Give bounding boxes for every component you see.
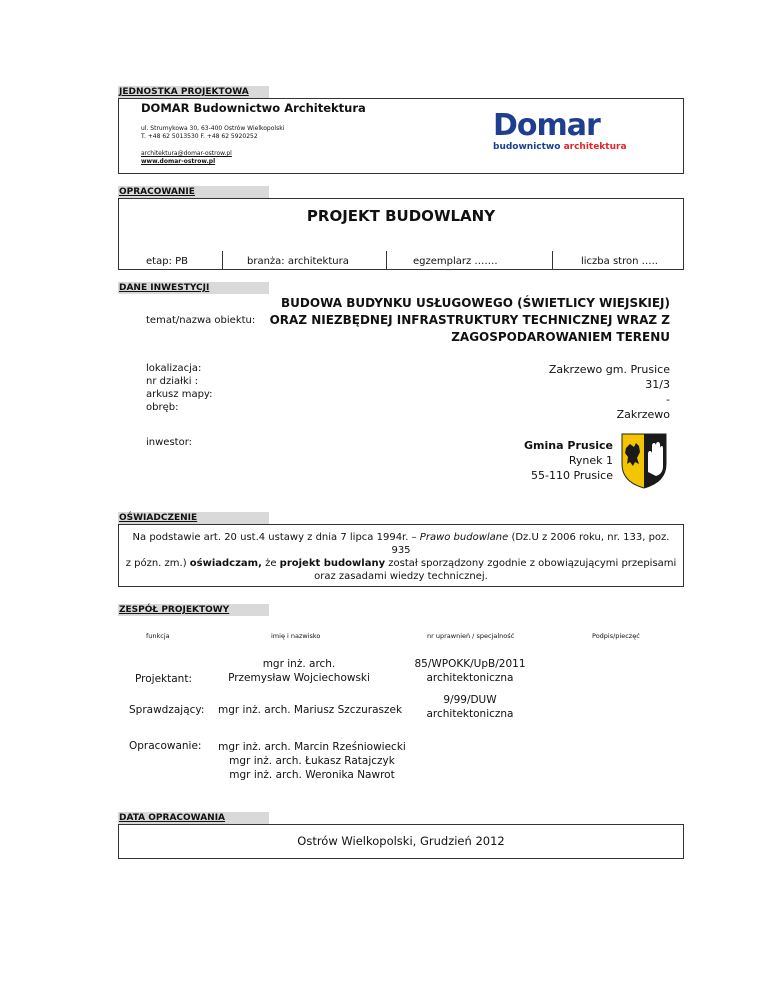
projektant-name (219, 657, 379, 685)
statement-box (118, 524, 684, 587)
team-header-funkcja: funkcja (146, 632, 170, 640)
opracowanie-person: mgr inż. arch. Weronika Nawrot (229, 769, 395, 781)
investor-postal: 55-110 Prusice (531, 469, 613, 482)
statement-bold: projekt budowlany (279, 558, 386, 569)
liczba-stron-label: liczba stron ….. (581, 256, 658, 267)
company-address: ul. Strumykowa 30, 63-400 Ostrów Wielkopolski (141, 125, 285, 132)
temat-label: temat/nazwa obiektu: (146, 315, 256, 326)
company-name: DOMAR Budownictwo Architektura (141, 101, 366, 115)
egzemplarz-label: egzemplarz ……. (413, 256, 498, 267)
statement-law: Prawo budowlane (419, 532, 509, 543)
section-label-opracowanie: OPRACOWANIE (118, 186, 269, 198)
statement-part: Na podstawie art. 20 ust.4 ustawy z dnia 7 lipca 1994r. – (132, 532, 420, 543)
location-labels (146, 362, 212, 414)
section-label-data: DATA OPRACOWANIA (118, 812, 269, 824)
location-values (549, 362, 670, 422)
arkusz-value: - (666, 393, 670, 406)
opracowanie-person: mgr inż. arch. Marcin Rześniowiecki (218, 741, 406, 753)
company-www-link[interactable]: www.domar-ostrow.pl (141, 158, 216, 165)
projektant-upr-spec: architektoniczna (426, 672, 514, 684)
logo-sub-architektura: architektura (563, 142, 627, 152)
domar-logo (493, 108, 627, 152)
section-label-zespol: ZESPÓŁ PROJEKTOWY (118, 604, 269, 616)
subject-line: BUDOWA BUDYNKU USŁUGOWEGO (ŚWIETLICY WIEJSKIEJ) (281, 296, 670, 310)
section-label-dane: DANE INWESTYCJI (118, 282, 269, 294)
obreb-label: obręb: (146, 402, 179, 413)
company-email-link[interactable]: architektura@domar-ostrow.pl (141, 150, 232, 157)
project-box (118, 198, 684, 270)
section-label-jednostka: JEDNOSTKA PROJEKTOWA (118, 86, 269, 98)
lokalizacja-value: Zakrzewo gm. Prusice (548, 363, 670, 376)
sprawdzajacy-upr-spec: architektoniczna (426, 708, 514, 720)
project-title: PROJEKT BUDOWLANY (306, 207, 496, 225)
divider (222, 251, 223, 269)
company-phone: T. +48 62 5013530 F. +48 62 5920252 (141, 133, 258, 140)
logo-sub-budownictwo: budownictwo (493, 142, 561, 152)
dzialka-value: 31/3 (645, 378, 670, 391)
investor-address: Rynek 1 (568, 454, 613, 467)
sprawdzajacy-label: Sprawdzający: (129, 704, 205, 716)
projektant-fullname: Przemysław Wojciechowski (228, 672, 370, 684)
statement-text (123, 531, 679, 583)
date-box (118, 824, 684, 859)
sprawdzajacy-name: mgr inż. arch. Mariusz Szczuraszek (218, 704, 403, 716)
section-label-oswiadczenie: OŚWIADCZENIE (118, 512, 269, 524)
company-box (118, 98, 684, 174)
subject-line: ORAZ NIEZBĘDNEJ INFRASTRUKTURY TECHNICZNEJ WRAZ Z (269, 313, 670, 327)
investor-block (524, 438, 613, 483)
lokalizacja-label: lokalizacja: (146, 363, 202, 374)
etap-label: etap: PB (146, 256, 188, 267)
statement-part: (Dz.U z 2006 roku, nr. 133, poz. 935 (391, 532, 670, 556)
branza-label: branża: architektura (247, 256, 349, 267)
team-header-uprawnienia: nr uprawnień / specjalność (427, 632, 515, 640)
statement-part: został sporządzony zgodnie z obowiązującymi przepisami (385, 558, 677, 569)
opracowanie-names (212, 740, 412, 782)
dzialka-label: nr działki : (146, 376, 199, 387)
projektant-title: mgr inż. arch. (262, 658, 336, 670)
statement-part: oraz zasadami wiedzy technicznej. (314, 571, 488, 582)
sprawdzajacy-upr-number: 9/99/DUW (443, 694, 497, 706)
logo-wordmark: Domar (493, 108, 600, 143)
investor-name: Gmina Prusice (524, 439, 613, 452)
subject-line: ZAGOSPODAROWANIEM TERENU (451, 330, 670, 344)
divider (552, 251, 553, 269)
divider (386, 251, 387, 269)
inwestor-label: inwestor: (146, 437, 193, 448)
statement-part: że (261, 558, 280, 569)
opracowanie-label: Opracowanie: (129, 740, 202, 752)
projektant-uprawnienia (390, 657, 550, 685)
date-text: Ostrów Wielkopolski, Grudzień 2012 (297, 834, 505, 848)
opracowanie-person: mgr inż. arch. Łukasz Ratajczyk (229, 755, 395, 767)
statement-bold: oświadczam, (189, 558, 262, 569)
team-header-podpis: Podpis/pieczęć (592, 632, 640, 640)
team-header-name: imię i nazwisko (271, 632, 321, 640)
project-subject (270, 295, 670, 346)
coat-of-arms-icon (620, 432, 668, 490)
sprawdzajacy-uprawnienia (390, 693, 550, 721)
statement-part: z pózn. zm.) (125, 558, 190, 569)
arkusz-label: arkusz mapy: (146, 389, 213, 400)
projektant-upr-number: 85/WPOKK/UpB/2011 (414, 658, 526, 670)
obreb-value: Zakrzewo (616, 408, 670, 421)
projektant-label: Projektant: (135, 673, 192, 685)
